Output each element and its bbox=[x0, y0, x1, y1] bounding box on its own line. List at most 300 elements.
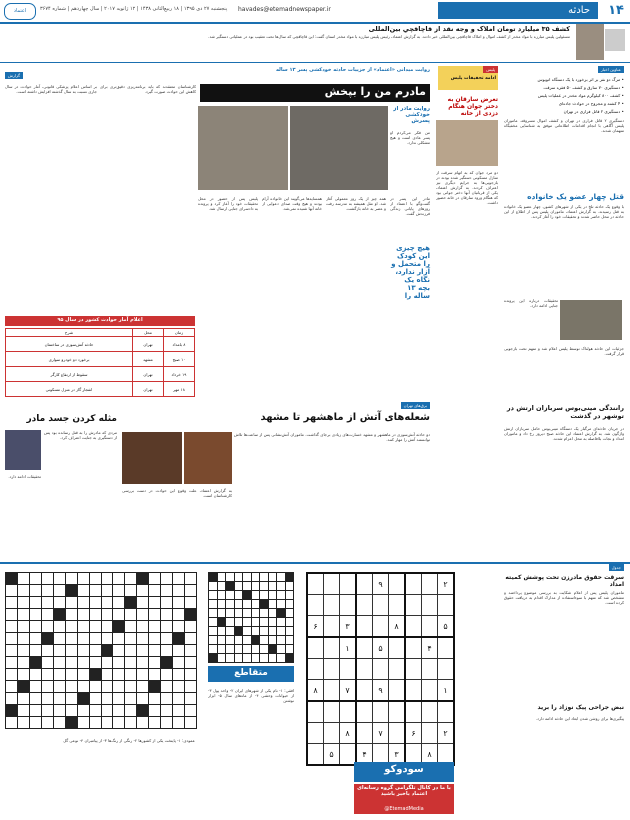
crossword-cell[interactable] bbox=[251, 636, 260, 645]
sudoku-cell[interactable]: ٨ bbox=[340, 723, 357, 744]
crossword-cell[interactable] bbox=[173, 597, 185, 609]
sudoku-cell[interactable]: ۶ bbox=[405, 723, 422, 744]
crossword-cell[interactable] bbox=[53, 657, 65, 669]
sudoku-cell[interactable] bbox=[307, 659, 324, 680]
crossword-cell[interactable] bbox=[137, 669, 149, 681]
sudoku-cell[interactable] bbox=[340, 595, 357, 616]
sudoku-cell[interactable] bbox=[422, 701, 438, 723]
crossword-cell[interactable] bbox=[125, 717, 137, 729]
crossword-cell[interactable] bbox=[41, 669, 53, 681]
sudoku-cell[interactable]: ۲ bbox=[438, 723, 455, 744]
crossword-cell[interactable] bbox=[29, 693, 41, 705]
sudoku-cell[interactable] bbox=[356, 595, 373, 616]
sudoku-cell[interactable]: ۱ bbox=[340, 637, 357, 659]
crossword-cell[interactable] bbox=[125, 609, 137, 621]
sudoku-cell[interactable] bbox=[389, 659, 406, 680]
crossword-cell[interactable] bbox=[101, 717, 113, 729]
crossword-cell[interactable] bbox=[277, 582, 286, 591]
crossword-cell[interactable] bbox=[113, 705, 125, 717]
crossword-cell[interactable] bbox=[161, 681, 173, 693]
crossword-cell[interactable] bbox=[17, 681, 29, 693]
crossword-cell[interactable] bbox=[161, 597, 173, 609]
crossword-cell[interactable] bbox=[161, 585, 173, 597]
crossword-cell[interactable] bbox=[137, 621, 149, 633]
crossword-cell[interactable] bbox=[77, 609, 89, 621]
crossword-cell[interactable] bbox=[89, 621, 101, 633]
crossword-cell[interactable] bbox=[125, 645, 137, 657]
sudoku-grid[interactable] bbox=[306, 572, 455, 766]
sudoku-cell[interactable] bbox=[356, 573, 373, 595]
crossword-cell[interactable] bbox=[185, 669, 197, 681]
crossword-cell[interactable] bbox=[217, 654, 226, 663]
crossword-cell[interactable] bbox=[65, 657, 77, 669]
sudoku-cell[interactable]: ۲ bbox=[438, 573, 455, 595]
crossword-cell[interactable] bbox=[17, 657, 29, 669]
crossword-cell[interactable] bbox=[89, 585, 101, 597]
crossword-cell[interactable] bbox=[53, 633, 65, 645]
crossword-cell[interactable] bbox=[149, 621, 161, 633]
crossword-cell[interactable] bbox=[217, 600, 226, 609]
crossword-cell[interactable] bbox=[53, 705, 65, 717]
crossword-cell[interactable] bbox=[29, 645, 41, 657]
crossword-cell[interactable] bbox=[226, 618, 235, 627]
crossword-cell[interactable] bbox=[65, 645, 77, 657]
crossword-cell[interactable] bbox=[226, 654, 235, 663]
crossword-cell[interactable] bbox=[209, 618, 218, 627]
crossword-cell[interactable] bbox=[260, 636, 269, 645]
sudoku-cell[interactable] bbox=[373, 595, 389, 616]
crossword-cell[interactable] bbox=[125, 597, 137, 609]
crossword-cell[interactable] bbox=[277, 591, 286, 600]
crossword-cell[interactable] bbox=[209, 609, 218, 618]
crossword-cell[interactable] bbox=[217, 609, 226, 618]
sudoku-cell[interactable]: ۵ bbox=[324, 744, 340, 766]
crossword-cell[interactable] bbox=[268, 645, 277, 654]
crossword-cell[interactable] bbox=[53, 585, 65, 597]
crossword-cell[interactable] bbox=[260, 582, 269, 591]
crossword-cell[interactable] bbox=[101, 669, 113, 681]
crossword-cell[interactable] bbox=[185, 705, 197, 717]
crossword-cell[interactable] bbox=[185, 657, 197, 669]
crossword-cell[interactable] bbox=[285, 609, 294, 618]
crossword-cell[interactable] bbox=[41, 621, 53, 633]
crossword-cell[interactable] bbox=[268, 618, 277, 627]
crossword-cell[interactable] bbox=[149, 597, 161, 609]
crossword-cell[interactable] bbox=[101, 693, 113, 705]
crossword-cell[interactable] bbox=[217, 645, 226, 654]
crossword-cell[interactable] bbox=[268, 636, 277, 645]
crossword-cell[interactable] bbox=[65, 681, 77, 693]
sudoku-cell[interactable]: ۴ bbox=[422, 637, 438, 659]
sudoku-cell[interactable]: ٨ bbox=[307, 680, 324, 702]
crossword-cell[interactable] bbox=[89, 681, 101, 693]
crossword-cell[interactable] bbox=[226, 582, 235, 591]
crossword-cell[interactable] bbox=[89, 573, 101, 585]
crossword-cell[interactable] bbox=[41, 633, 53, 645]
crossword-cell[interactable] bbox=[17, 717, 29, 729]
crossword-cell[interactable] bbox=[277, 654, 286, 663]
sudoku-cell[interactable] bbox=[324, 659, 340, 680]
crossword-cell[interactable] bbox=[125, 693, 137, 705]
crossword-cell[interactable] bbox=[243, 654, 252, 663]
crossword-cell[interactable] bbox=[277, 573, 286, 582]
sudoku-cell[interactable] bbox=[389, 723, 406, 744]
crossword-cell[interactable] bbox=[268, 591, 277, 600]
crossword-cell[interactable] bbox=[17, 633, 29, 645]
crossword-cell[interactable] bbox=[185, 717, 197, 729]
crossword-cell[interactable] bbox=[41, 705, 53, 717]
crossword-cell[interactable] bbox=[113, 669, 125, 681]
crossword-cell[interactable] bbox=[125, 621, 137, 633]
crossword-cell[interactable] bbox=[41, 573, 53, 585]
crossword-cell[interactable] bbox=[77, 669, 89, 681]
sudoku-cell[interactable] bbox=[324, 573, 340, 595]
crossword-cell[interactable] bbox=[251, 627, 260, 636]
crossword-cell[interactable] bbox=[185, 609, 197, 621]
crossword-cell[interactable] bbox=[173, 669, 185, 681]
crossword-cell[interactable] bbox=[285, 636, 294, 645]
crossword-cell[interactable] bbox=[185, 597, 197, 609]
crossword-cell[interactable] bbox=[149, 645, 161, 657]
sudoku-cell[interactable] bbox=[389, 595, 406, 616]
crossword-cell[interactable] bbox=[17, 669, 29, 681]
crossword-cell[interactable] bbox=[185, 645, 197, 657]
crossword-cell[interactable] bbox=[268, 573, 277, 582]
crossword-cell[interactable] bbox=[6, 621, 18, 633]
crossword-cell[interactable] bbox=[17, 705, 29, 717]
crossword-cell[interactable] bbox=[243, 618, 252, 627]
crossword-cell[interactable] bbox=[6, 669, 18, 681]
crossword-cell[interactable] bbox=[6, 585, 18, 597]
crossword-cell[interactable] bbox=[234, 582, 243, 591]
crossword-cell[interactable] bbox=[234, 573, 243, 582]
sudoku-cell[interactable]: ۳ bbox=[389, 744, 406, 766]
crossword-cell[interactable] bbox=[77, 645, 89, 657]
crossword-cell[interactable] bbox=[65, 585, 77, 597]
crossword-cell[interactable] bbox=[185, 693, 197, 705]
crossword-cell[interactable] bbox=[65, 621, 77, 633]
crossword-cell[interactable] bbox=[161, 669, 173, 681]
crossword-cell[interactable] bbox=[260, 609, 269, 618]
crossword-cell[interactable] bbox=[65, 633, 77, 645]
crossword-cell[interactable] bbox=[113, 681, 125, 693]
crossword-cell[interactable] bbox=[243, 627, 252, 636]
crossword-cell[interactable] bbox=[53, 717, 65, 729]
crossword-cell[interactable] bbox=[29, 657, 41, 669]
sudoku-cell[interactable] bbox=[373, 659, 389, 680]
crossword-cell[interactable] bbox=[77, 585, 89, 597]
crossword-cell[interactable] bbox=[234, 609, 243, 618]
crossword-cell[interactable] bbox=[6, 657, 18, 669]
crossword-cell[interactable] bbox=[260, 573, 269, 582]
crossword-cell[interactable] bbox=[226, 609, 235, 618]
crossword-cell[interactable] bbox=[65, 693, 77, 705]
crossword-cell[interactable] bbox=[234, 654, 243, 663]
crossword-cell[interactable] bbox=[77, 657, 89, 669]
sudoku-cell[interactable] bbox=[373, 616, 389, 638]
crossword-cell[interactable] bbox=[251, 609, 260, 618]
crossword-cell[interactable] bbox=[161, 621, 173, 633]
crossword-cell[interactable] bbox=[29, 669, 41, 681]
crossword-cell[interactable] bbox=[113, 693, 125, 705]
sudoku-cell[interactable] bbox=[340, 659, 357, 680]
crossword-cell[interactable] bbox=[77, 693, 89, 705]
crossword-cell[interactable] bbox=[89, 633, 101, 645]
sudoku-cell[interactable] bbox=[405, 616, 422, 638]
crossword-cell[interactable] bbox=[6, 717, 18, 729]
crossword-cell[interactable] bbox=[65, 717, 77, 729]
crossword-cell[interactable] bbox=[125, 669, 137, 681]
sudoku-cell[interactable]: ۷ bbox=[340, 680, 357, 702]
sudoku-cell[interactable] bbox=[324, 701, 340, 723]
crossword-cell[interactable] bbox=[217, 573, 226, 582]
sudoku-cell[interactable]: ٨ bbox=[389, 616, 406, 638]
crossword-cell[interactable] bbox=[137, 597, 149, 609]
crossword-cell[interactable] bbox=[161, 693, 173, 705]
sudoku-cell[interactable] bbox=[389, 637, 406, 659]
crossword-cell[interactable] bbox=[277, 636, 286, 645]
crossword-cell[interactable] bbox=[209, 636, 218, 645]
crossword-cell[interactable] bbox=[6, 597, 18, 609]
crossword-cell[interactable] bbox=[65, 573, 77, 585]
crossword-cell[interactable] bbox=[268, 582, 277, 591]
crossword-cell[interactable] bbox=[209, 591, 218, 600]
crossword-cell[interactable] bbox=[260, 618, 269, 627]
crossword-cell[interactable] bbox=[260, 600, 269, 609]
crossword-cell[interactable] bbox=[251, 654, 260, 663]
crossword-cell[interactable] bbox=[226, 636, 235, 645]
crossword-cell[interactable] bbox=[41, 597, 53, 609]
crossword-cell[interactable] bbox=[29, 585, 41, 597]
sudoku-cell[interactable]: ٨ bbox=[422, 744, 438, 766]
crossword-cell[interactable] bbox=[29, 633, 41, 645]
crossword-cell[interactable] bbox=[53, 681, 65, 693]
crossword-cell[interactable] bbox=[251, 600, 260, 609]
sudoku-cell[interactable]: ٩ bbox=[373, 680, 389, 702]
crossword-cell[interactable] bbox=[173, 633, 185, 645]
crossword-cell[interactable] bbox=[243, 582, 252, 591]
crossword-cell[interactable] bbox=[217, 591, 226, 600]
crossword-cell[interactable] bbox=[17, 609, 29, 621]
crossword-cell[interactable] bbox=[260, 627, 269, 636]
crossword-cell[interactable] bbox=[125, 705, 137, 717]
crossword-cell[interactable] bbox=[89, 609, 101, 621]
crossword-cell[interactable] bbox=[137, 657, 149, 669]
crossword-cell[interactable] bbox=[113, 597, 125, 609]
crossword-cell[interactable] bbox=[209, 600, 218, 609]
crossword-cell[interactable] bbox=[125, 573, 137, 585]
crossword-cell[interactable] bbox=[260, 591, 269, 600]
crossword-cell[interactable] bbox=[17, 573, 29, 585]
crossword-cell[interactable] bbox=[65, 609, 77, 621]
crossword-cell[interactable] bbox=[161, 717, 173, 729]
crossword-cell[interactable] bbox=[113, 657, 125, 669]
crossword-cell[interactable] bbox=[173, 693, 185, 705]
crossword-cell[interactable] bbox=[234, 645, 243, 654]
crossword-cell[interactable] bbox=[53, 669, 65, 681]
crossword-cell[interactable] bbox=[251, 591, 260, 600]
crossword-cell[interactable] bbox=[65, 705, 77, 717]
crossword-cell[interactable] bbox=[209, 582, 218, 591]
crossword-cell[interactable] bbox=[173, 621, 185, 633]
crossword-cell[interactable] bbox=[29, 597, 41, 609]
sudoku-cell[interactable]: ۴ bbox=[356, 744, 373, 766]
crossword-cell[interactable] bbox=[173, 681, 185, 693]
sudoku-cell[interactable] bbox=[422, 616, 438, 638]
crossword-cell[interactable] bbox=[234, 618, 243, 627]
crossword-cell[interactable] bbox=[251, 645, 260, 654]
crossword-cell[interactable] bbox=[243, 609, 252, 618]
sudoku-cell[interactable] bbox=[422, 659, 438, 680]
sudoku-cell[interactable]: ٩ bbox=[373, 573, 389, 595]
crossword-cell[interactable] bbox=[285, 654, 294, 663]
crossword-cell[interactable] bbox=[77, 573, 89, 585]
crossword-cell[interactable] bbox=[268, 609, 277, 618]
sudoku-cell[interactable] bbox=[438, 637, 455, 659]
crossword-cell[interactable] bbox=[137, 573, 149, 585]
crossword-cell[interactable] bbox=[277, 645, 286, 654]
sudoku-cell[interactable] bbox=[340, 701, 357, 723]
sudoku-cell[interactable] bbox=[324, 723, 340, 744]
sudoku-cell[interactable] bbox=[405, 659, 422, 680]
crossword-cell[interactable] bbox=[89, 645, 101, 657]
sudoku-cell[interactable] bbox=[307, 744, 324, 766]
crossword-cell[interactable] bbox=[77, 597, 89, 609]
crossword-cell[interactable] bbox=[101, 621, 113, 633]
sudoku-cell[interactable] bbox=[307, 573, 324, 595]
crossword-cell[interactable] bbox=[137, 717, 149, 729]
sudoku-cell[interactable] bbox=[307, 701, 324, 723]
crossword-cell[interactable] bbox=[113, 717, 125, 729]
sudoku-cell[interactable]: ۳ bbox=[340, 616, 357, 638]
crossword-cell[interactable] bbox=[173, 609, 185, 621]
crossword-cell[interactable] bbox=[101, 645, 113, 657]
crossword-cell[interactable] bbox=[65, 669, 77, 681]
crossword-cell[interactable] bbox=[185, 585, 197, 597]
crossword-cell[interactable] bbox=[137, 693, 149, 705]
crossword-cell[interactable] bbox=[226, 645, 235, 654]
crossword-cell[interactable] bbox=[285, 645, 294, 654]
crossword-cell[interactable] bbox=[217, 618, 226, 627]
crossword-cell[interactable] bbox=[77, 705, 89, 717]
crossword-cell[interactable] bbox=[173, 585, 185, 597]
crossword-cell[interactable] bbox=[53, 609, 65, 621]
sudoku-cell[interactable] bbox=[356, 659, 373, 680]
crossword-cell[interactable] bbox=[161, 645, 173, 657]
crossword-table[interactable] bbox=[208, 572, 294, 663]
crossword-cell[interactable] bbox=[41, 717, 53, 729]
crossword-cell[interactable] bbox=[209, 627, 218, 636]
crossword-cell[interactable] bbox=[41, 609, 53, 621]
crossword-cell[interactable] bbox=[260, 654, 269, 663]
crossword-cell[interactable] bbox=[251, 573, 260, 582]
crossword-cell[interactable] bbox=[277, 600, 286, 609]
crossword-cell[interactable] bbox=[185, 633, 197, 645]
crossword-cell[interactable] bbox=[149, 693, 161, 705]
crossword-cell[interactable] bbox=[161, 705, 173, 717]
crossword-cell[interactable] bbox=[285, 600, 294, 609]
crossword-cell[interactable] bbox=[137, 633, 149, 645]
crossword-cell[interactable] bbox=[285, 591, 294, 600]
crossword-cell[interactable] bbox=[226, 573, 235, 582]
crossword-cell[interactable] bbox=[89, 705, 101, 717]
crossword-cell[interactable] bbox=[226, 591, 235, 600]
sudoku-cell[interactable]: ۱ bbox=[438, 680, 455, 702]
sudoku-cell[interactable]: ۷ bbox=[373, 723, 389, 744]
crossword-cell[interactable] bbox=[161, 633, 173, 645]
crossword-cell[interactable] bbox=[53, 621, 65, 633]
crossword-cell[interactable] bbox=[149, 573, 161, 585]
crossword-cell[interactable] bbox=[101, 597, 113, 609]
crossword-cell[interactable] bbox=[149, 669, 161, 681]
crossword-cell[interactable] bbox=[251, 618, 260, 627]
crossword-cell[interactable] bbox=[149, 681, 161, 693]
sudoku-cell[interactable]: ۵ bbox=[373, 637, 389, 659]
crossword-cell[interactable] bbox=[65, 597, 77, 609]
crossword-cell[interactable] bbox=[113, 633, 125, 645]
sudoku-cell[interactable] bbox=[438, 701, 455, 723]
crossword-cell[interactable] bbox=[137, 705, 149, 717]
crossword-cell[interactable] bbox=[234, 636, 243, 645]
crossword-cell[interactable] bbox=[113, 645, 125, 657]
sudoku-cell[interactable] bbox=[324, 680, 340, 702]
sudoku-cell[interactable] bbox=[405, 573, 422, 595]
crossword-cell[interactable] bbox=[209, 645, 218, 654]
crossword-cell[interactable] bbox=[149, 717, 161, 729]
sudoku-cell[interactable] bbox=[438, 595, 455, 616]
sudoku-cell[interactable]: ۵ bbox=[438, 616, 455, 638]
crossword-cell[interactable] bbox=[243, 591, 252, 600]
crossword-cell[interactable] bbox=[149, 609, 161, 621]
crossword-cell[interactable] bbox=[125, 585, 137, 597]
crossword-cell[interactable] bbox=[113, 585, 125, 597]
crossword-cell[interactable] bbox=[41, 585, 53, 597]
crossword-cell[interactable] bbox=[285, 627, 294, 636]
sudoku-cell[interactable] bbox=[422, 595, 438, 616]
crossword-cell[interactable] bbox=[17, 645, 29, 657]
crossword-cell[interactable] bbox=[243, 645, 252, 654]
crossword-cell[interactable] bbox=[41, 681, 53, 693]
sudoku-cell[interactable] bbox=[389, 573, 406, 595]
crossword-cell[interactable] bbox=[41, 657, 53, 669]
crossword-cell[interactable] bbox=[77, 681, 89, 693]
crossword-cell[interactable] bbox=[29, 681, 41, 693]
crossword-cell[interactable] bbox=[101, 609, 113, 621]
crossword-cell[interactable] bbox=[243, 600, 252, 609]
crossword-cell[interactable] bbox=[137, 609, 149, 621]
crossword-cell[interactable] bbox=[77, 621, 89, 633]
crossword-cell[interactable] bbox=[209, 573, 218, 582]
crossword-cell[interactable] bbox=[173, 573, 185, 585]
crossword-cell[interactable] bbox=[243, 573, 252, 582]
crossword-cell[interactable] bbox=[268, 654, 277, 663]
sudoku-cell[interactable] bbox=[356, 680, 373, 702]
crossword-cell[interactable] bbox=[277, 627, 286, 636]
crossword-cell[interactable] bbox=[89, 693, 101, 705]
crossword-cell[interactable] bbox=[277, 609, 286, 618]
crossword-cell[interactable] bbox=[6, 633, 18, 645]
crossword-cell[interactable] bbox=[29, 609, 41, 621]
crossword-cell[interactable] bbox=[89, 717, 101, 729]
crossword-cell[interactable] bbox=[29, 621, 41, 633]
crossword-cell[interactable] bbox=[217, 627, 226, 636]
crossword-cell[interactable] bbox=[125, 633, 137, 645]
crossword-cell[interactable] bbox=[6, 681, 18, 693]
crossword-table[interactable] bbox=[5, 572, 197, 729]
crossword-cell[interactable] bbox=[6, 705, 18, 717]
crossword-cell[interactable] bbox=[161, 609, 173, 621]
crossword-cell[interactable] bbox=[6, 645, 18, 657]
